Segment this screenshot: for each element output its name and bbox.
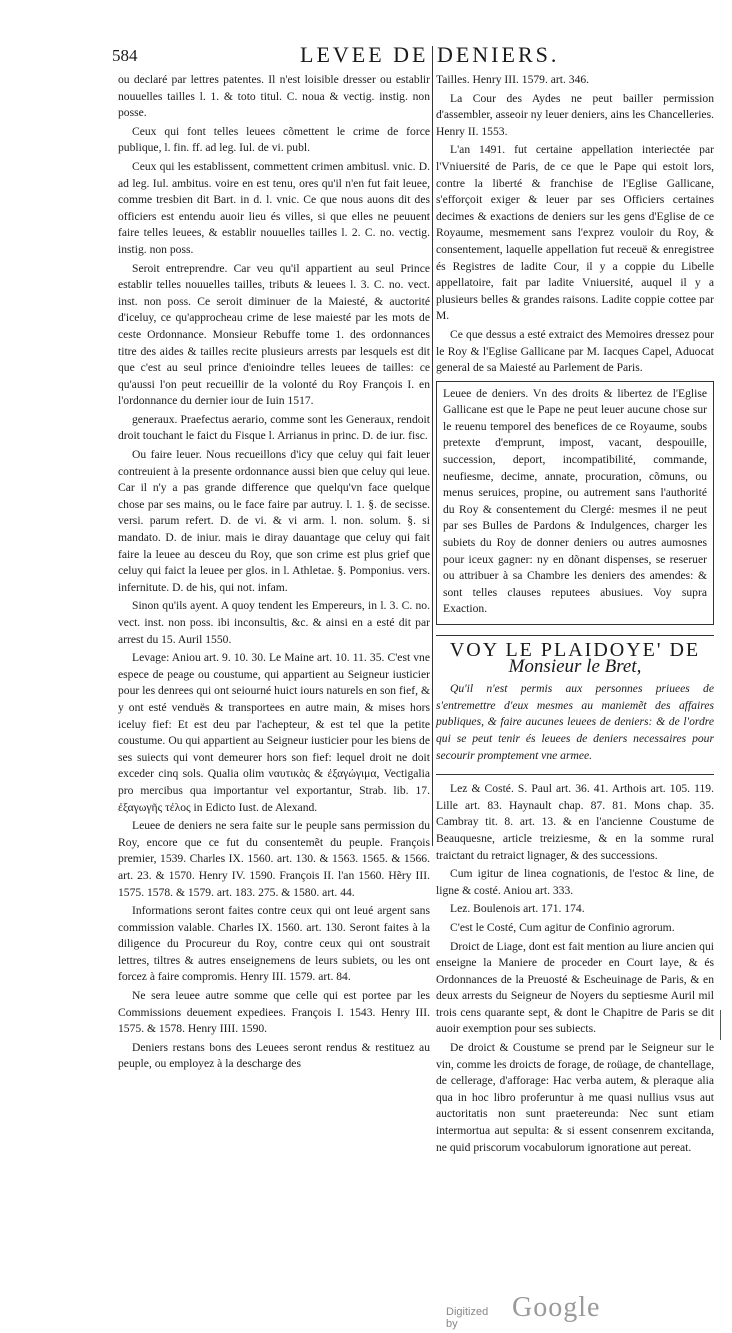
voy-note: Qu'il n'est permis aux personnes priuees de s'entremettre d'eux mesmes au maniemẽt des affaires publiques, & faire aucunes leuees de deniers: & de l'ordre qui se peut tenir és leuees de deniers necessaires pour secourir promptement vne armee. (436, 682, 714, 762)
right-paragraph: Ce que dessus a esté extraict des Memoires dressez pour le Roy & l'Eglise Gallicane par M. Iacques Capel, Aduocat general de sa Maiesté au Parlement de Paris. (436, 327, 714, 375)
left-paragraph: Ceux qui font telles leuees cõmettent le crime de force publique, l. fin. ff. ad leg. Iul. de vi. publ. (118, 124, 430, 155)
boxed-entry (436, 381, 714, 625)
right-paragraph: L'an 1491. fut certaine appellation interiectée par l'Vniuersité de Paris, de ce que le Pape qui estoit lors, contre la liberté & franchise de l'Eglise Gallicane, s'efforçoit exiger & leuer par ses Officiers certaines decimes & exactions de deniers sur les gens d'Eglise de ce Royaume, mesmement sans l'exprez vouloir du Roy, & consentement, laquelle appellation fut receuë & enregistree és Registres de ladite Cour, il y a coppie du Libelle appellatoire, fait par ladite Vniuersité, auquel il y a plusieurs belles & grandes raisons. Ladite coppie cottee par M. (436, 143, 714, 323)
left-column (118, 72, 430, 1075)
page-header (112, 42, 692, 70)
left-paragraph: Sinon qu'ils ayent. A quoy tendent les Empereurs, in l. 3. C. no. vect. inst. non poss. ibi inconsultis, &c. & ainsi en a esté dit par arrest du 15. Auril 1550. (118, 599, 430, 646)
left-paragraph: Informations seront faites contre ceux qui ont leué argent sans commission valable. Charles IX. 1560. art. 130. Seront faites à la diligence du Procureur du Roy, contre ceux qui ont soustrait lettres, tiltres & autres enseignemens de leurs subiets, ou les ont forcez à faire compromis. Henry III. 1579. art. 84. (118, 904, 430, 984)
watermark-prefix: Digitized by (446, 1306, 489, 1330)
voy-subheading: Monsieur le Bret, (508, 655, 642, 677)
right-column (436, 72, 714, 1158)
margin-mark (720, 1010, 721, 1040)
left-paragraph: Deniers restans bons des Leuees seront rendus & restituez au peuple, ou employez à la descharge des (118, 1040, 430, 1071)
section-rule (436, 635, 714, 636)
page-number: 584 (112, 46, 138, 65)
left-paragraph: Ne sera leuee autre somme que celle qui est portee par les Commissions deuement expediees. François I. 1543. Henry III. 1575. & 1578. Henry IIII. 1590. (118, 989, 430, 1036)
column-divider (432, 46, 433, 846)
right-paragraph: Lez. Boulenois art. 171. 174. (450, 902, 585, 916)
running-title: LEVEE DE DENIERS. (300, 42, 560, 67)
left-paragraph: Ou faire leuer. Nous recueillons d'icy que celuy qui fait leuer contreuient à la presente ordonnance aussi bien que celuy qui leue. Car il n'y a pas grande difference que quelqu'vn face quelque chose par ses mains, ou le face faire par autruy. l. 1. §. de secisse. versi. parum refert. D. de vi. & vi arm. l. non. solum. §. si mandato. D. de iniur. mais ie diray dauantage que celuy qui fait faire la leuee au desceu du Roy, que son crime est plus grief que celuy qui faict la leuee per glos. in l. Athletae. §. Pomponius. vers. infernitute. D. de his, qui not. infam. (118, 448, 430, 594)
voy-heading: VOY LE PLAIDOYE' DE (449, 639, 701, 661)
right-paragraph: La Cour des Aydes ne peut bailler permission d'assembler, asseoir ny leuer deniers, ains les Chancelleries. Henry II. 1553. (436, 91, 714, 138)
google-logo: Google (512, 1292, 601, 1323)
left-paragraph: Seroit entreprendre. Car veu qu'il appartient au seul Prince establir telles nouuelles tailles, tributs & leuees l. 3. C. no. vect. inst. non poss. Ce seroit diminuer de la Maiesté, & auctorité d'iceluy, ce qu'approcheau crime de lese maiesté par les mots de ceste Ordonnance. Monsieur Rebuffe tome 1. des ordonnances titre des aides & tailles recite plusieurs arrests par lesquels est dit que c'est au seul prince d'enioindre telles leuees de tailles: ce qu'aussi l'on peut recueillir de la volonté du Roy François I. en l'ordonnance du dernier iour de Iuin 1517. (118, 261, 430, 408)
boxed-entry-text: Leuee de deniers. Vn des droits & libertez de l'Eglise Gallicane est que le Pape ne peut leuer aucune chose sur le reuenu temporel des benefices de ce Royaume, soubs pretexte d'emprunt, impost, vacant, despouille, succession, deport, incompatibilité, commande, neufiesme, decime, annate, procuration, cõmuns, ou menus seruices, propine, ou autrement sans l'authorité du Roy & consentement du Clergé: mesmes il ne peut par ses Bulles de Pardons & Indulgences, charger les subiets du Roy de donner deniers ou autres aumosnes pour iceux gagner: ny en dõnant dispenses, se reseruer ou attribuer à sa Chambre les deniers des amendes: & sont telles clauses reputees abusiues. Voy supra Exaction. (443, 386, 707, 616)
left-paragraph: generaux. Praefectus aerario, comme sont les Generaux, rendoit droit touchant le faict du Fisque l. Arrianus in princ. D. de iur. fisc. (118, 412, 430, 443)
section-rule (436, 774, 714, 775)
right-paragraph: Tailles. Henry III. 1579. art. 346. (436, 73, 590, 86)
left-paragraph: Leuee de deniers ne sera faite sur le peuple sans permission du Roy, encore que ce fut du consentemẽt du peuple. François premier, 1539. Charles IX. 1560. art. 130. & 1563. 1565. & 1566. art. 23. & 1570. Henry IV. 1590. François II. l'an 1560. Hẽry III. 1575. 1578. & 1579. art. 183. 275. & 1580. art. 44. (118, 819, 430, 899)
right-paragraph: C'est le Costé, Cum agitur de Confinio agrorum. (450, 920, 675, 934)
right-paragraph: Droict de Liage, dont est fait mention au liure ancien qui enseigne la Maniere de proceder en Court laye, & és Ordonnances de la Preuosté & Escheuinage de Paris, & en deux arrests du Seigneur de Noyers du septiesme Auril mil trois cens quarante sept, & dont le Chapitre de Paris se dit auoir exemption pour ses subiects. (436, 939, 714, 1036)
left-paragraph: ou declaré par lettres patentes. Il n'est loisible dresser ou establir nouuelles tailles l. 1. & toto titul. C. noua & vectig. instig. non posse. (118, 73, 430, 120)
left-paragraph: Ceux qui les establissent, commettent crimen ambitusl. vnic. D. ad leg. Iul. ambitus. voire en est tenu, ores qu'il n'en fut fait leuee, comme tresbien dit Bart. in d. l. vnic. Ce que nous auons dit des officiers est entendu auoir lieu és villes, si que elles ne peuuent faire telles leuees, & establir nouuelles tailles l. 2. C. no. vectig. instig. non poss. (118, 159, 430, 256)
right-paragraph: Cum igitur de linea cognationis, de l'estoc & line, de ligne & costé. Aniou art. 333. (436, 867, 714, 897)
right-paragraph: De droict & Coustume se prend par le Seigneur sur le vin, comme les droicts de forage, de roüage, de chantellage, de cellerage, d'afforage: Hac verba autem, & pleraque alia qua in hoc libro proferuntur à me quasi nullius vsus aut auctoritatis non sunt praetereunda: Nec sunt etiam intermortua aut sepulta: & si essent consenrem excitanda, ne quid priscorum vocabulorum ignoratione aut pereat. (436, 1041, 714, 1154)
left-paragraph: Levage: Aniou art. 9. 10. 30. Le Maine art. 10. 11. 35. C'est vne espece de peage ou coustume, qui appartient au Seigneur iusticier pour les denrees qui ont seiourné huict iours naturels en son fief, & y ont esté venduës & transportees en autre main, & mises hors iceluy fief: Et est deu par l'achepteur, & est tel que la petite coustume. Ou qui appartient au Seigneur iusticier pour les biens de ses suiects qui vont demeurer hors son fief: lequel droit ne doit exceder cinq sols. Qualia olim ναυτικὰς & ἐξαγώγιμα, Vectigalia pro mercibus qua importantur vel exportantur, Strab. lib. 17. ἐξαγωγῆς τέλος in Edicto Iust. de Alexand. (118, 651, 430, 814)
right-paragraph: Lez & Costé. S. Paul art. 36. 41. Arthois art. 105. 119. Lille art. 83. Haynault chap. 87. 81. Mons chap. 35. Cambray tit. 8. art. 13. & en l'ancienne Coustume de Beauquesne, article treiziesme, & en la somme rural traictant du retraict lignager, & des successions. (436, 782, 714, 862)
